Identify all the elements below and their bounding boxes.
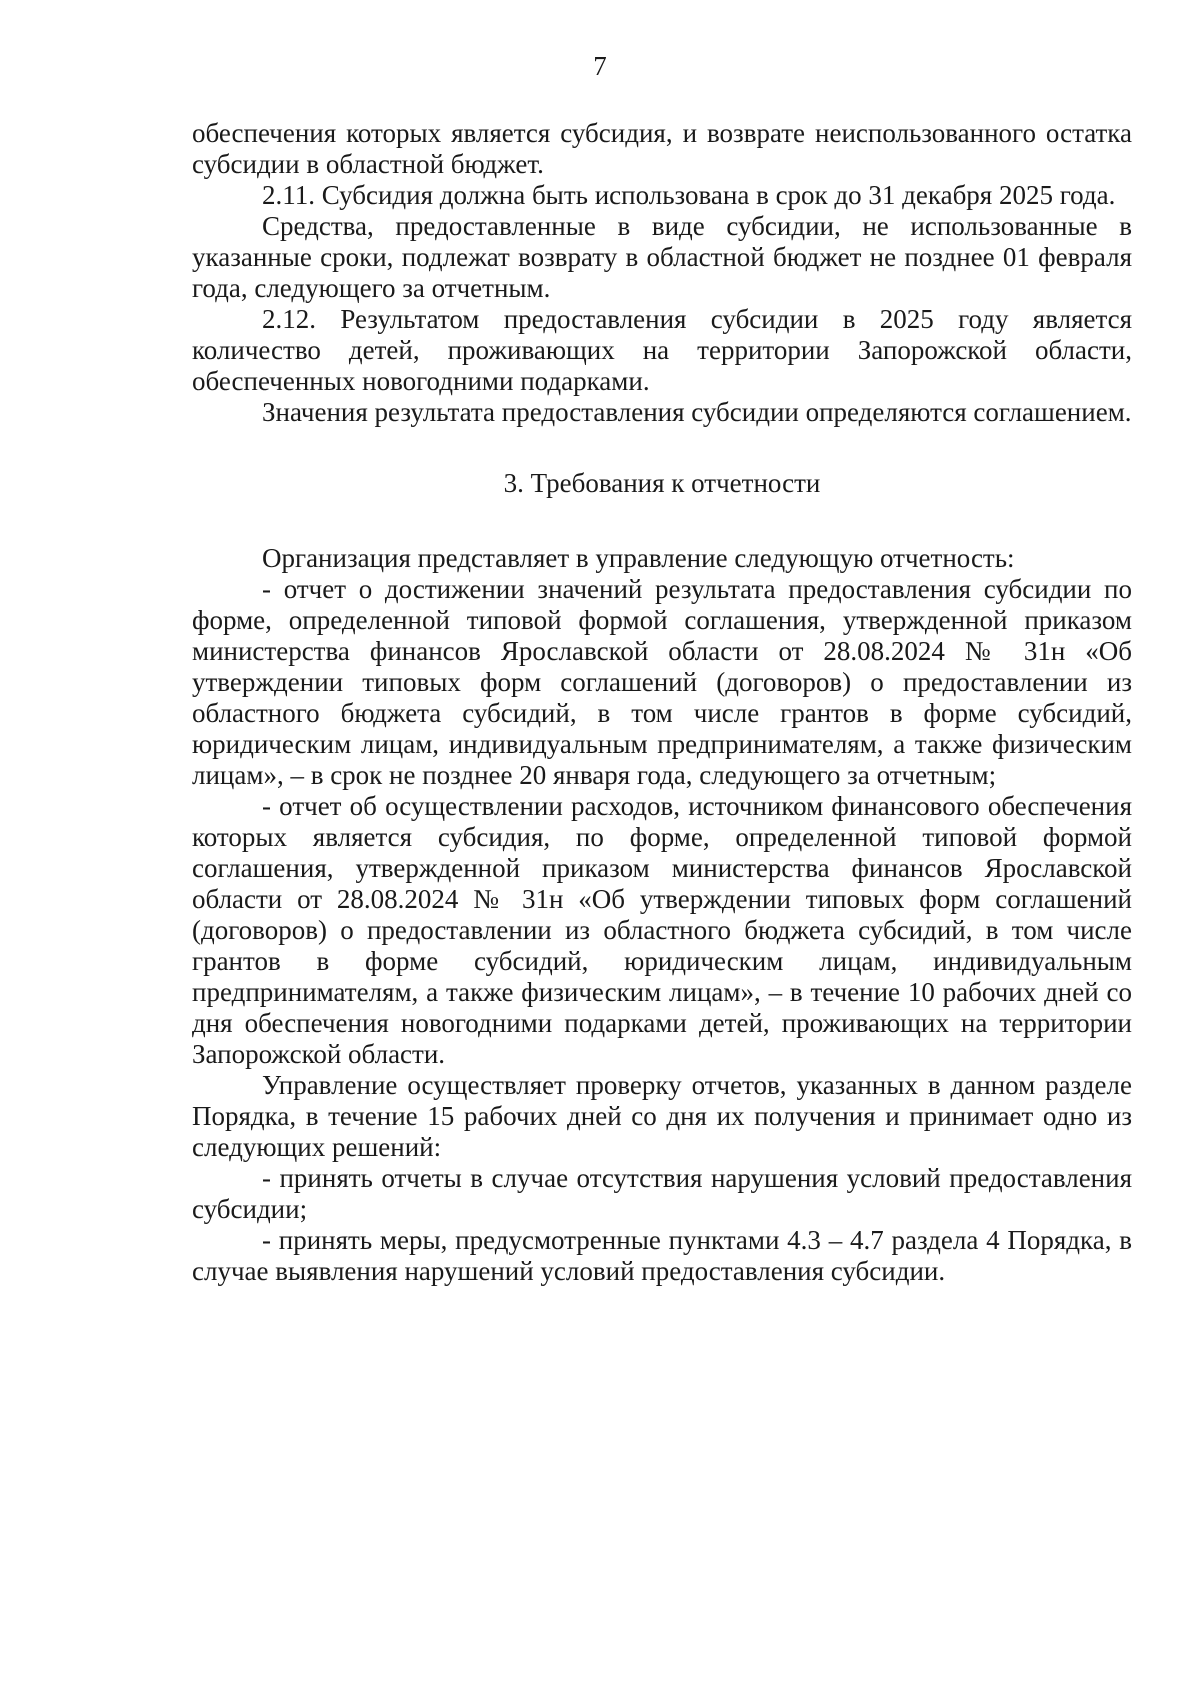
review-paragraph: Управление осуществляет проверку отчетов, указанных в данном разделе Порядка, в течение 15 рабочих дней со дня их получения и принимает одно из следующих решений: — [192, 1070, 1132, 1162]
page-number: 7 — [593, 51, 607, 81]
report-item-2: - отчет об осуществлении расходов, источником финансового обеспечения которых является субсидия, по форме, определенной типовой формой соглашения, утвержденной приказом министерства финансов Ярославской области от 28.08.2024 № 31н «Об утверждении типовых форм соглашений (договоров) о предоставлении из областного бюджета субсидий, в том числе грантов в форме субсидий, юридическим лицам, индивидуальным предпринимателям, а также физическим лицам», – в течение 10 рабочих дней со дня обеспечения новогодними подарками детей, проживающих на территории Запорожской области. — [192, 791, 1132, 1069]
report-item-1: - отчет о достижении значений результата предоставления субсидии по форме, определенной типовой формой соглашения, утвержденной приказом министерства финансов Ярославской области от 28.08.2024 № 31н «Об утверждении типовых форм соглашений (договоров) о предоставлении из областного бюджета субсидий, в том числе грантов в форме субсидий, юридическим лицам, индивидуальным предпринимателям, а также физическим лицам», – в срок не позднее 20 января года, следующего за отчетным; — [192, 574, 1132, 790]
section-heading: 3. Требования к отчетности — [503, 468, 821, 498]
decision-item-1: - принять отчеты в случае отсутствия нарушения условий предоставления субсидии; — [192, 1163, 1132, 1224]
paragraph-2-12: 2.12. Результатом предоставления субсидии в 2025 году является количество детей, проживающих на территории Запорожской области, обеспеченных новогодними подарками. — [192, 304, 1132, 396]
document-body — [192, 118, 1132, 1287]
reporting-intro: Организация представляет в управление следующую отчетность: — [262, 543, 1015, 573]
paragraph-result-values: Значения результата предоставления субсидии определяются соглашением. — [262, 397, 1132, 427]
paragraph-unused-funds: Средства, предоставленные в виде субсидии, не использованные в указанные сроки, подлежат возврату в областной бюджет не позднее 01 февраля года, следующего за отчетным. — [192, 211, 1132, 303]
paragraph-continuation: обеспечения которых является субсидия, и возврате неиспользованного остатка субсидии в областной бюджет. — [192, 118, 1132, 179]
decision-item-2: - принять меры, предусмотренные пунктами 4.3 – 4.7 раздела 4 Порядка, в случае выявления нарушений условий предоставления субсидии. — [192, 1225, 1132, 1286]
paragraph-2-11: 2.11. Субсидия должна быть использована в срок до 31 декабря 2025 года. — [262, 180, 1116, 210]
